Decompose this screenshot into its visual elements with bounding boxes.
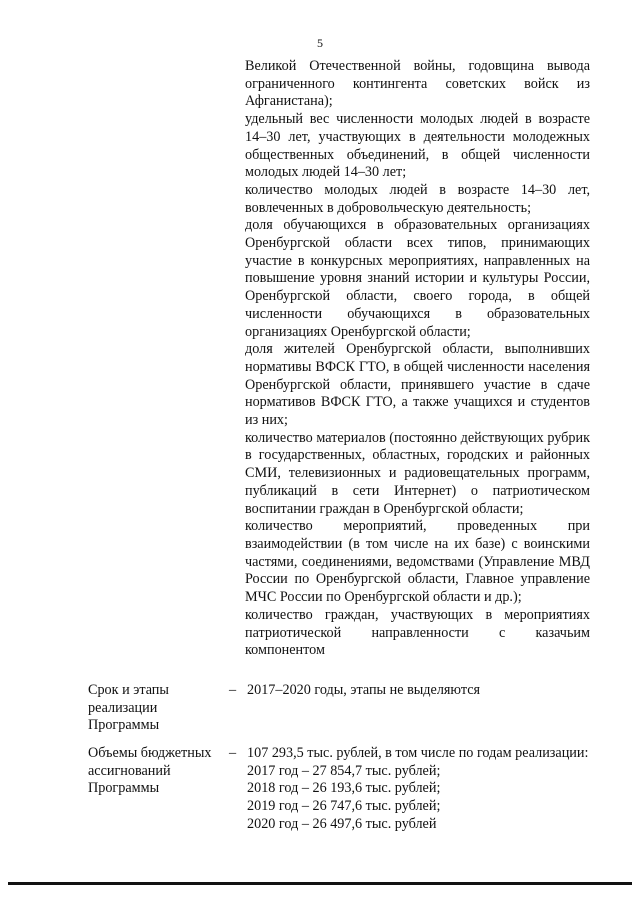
budget-label: Объемы бюджетных ассигнований Программы xyxy=(88,745,212,797)
terms-value: 2017–2020 годы, этапы не выделяются xyxy=(247,682,481,698)
indicator-item: количество граждан, участвующих в мероприятиях патриотической направленности с казачьим компонентом xyxy=(245,606,590,659)
page-number: 5 xyxy=(317,36,323,50)
indicator-item: количество материалов (постоянно действующих рубрик в государственных, областных, городских и районных СМИ, телевизионных и радиовещательных программ, публикаций в сети Интернет) о патриотическом воспитании граждан в Оренбургской области; xyxy=(245,429,590,517)
budget-year-item: 2020 год – 26 497,6 тыс. рублей xyxy=(247,815,437,832)
indicator-item: доля обучающихся в образовательных организациях Оренбургской области всех типов, принимающих участие в конкурсных мероприятиях, направленных на повышение уровня знаний истории и культуры России, Оренбургской области, своего города, в общей численности обучающихся в образовательных организациях Оренбургской области; xyxy=(245,217,590,340)
indicator-item: удельный вес численности молодых людей в возрасте 14–30 лет, участвующих в деятельности молодежных общественных объединений, в общей численности молодых людей 14–30 лет; xyxy=(245,111,590,181)
budget-year-item: 2017 год – 27 854,7 тыс. рублей; xyxy=(247,762,441,779)
indicator-item: количество мероприятий, проведенных при взаимодействии (в том числе на их базе) с воинскими частями, соединениями, ведомствами (Управление МВД России по Оренбургской области, Главное управление МЧС России по Оренбургской области и др.); xyxy=(245,518,590,606)
indicator-item: доля жителей Оренбургской области, выполнивших нормативы ВФСК ГТО, в общей численности населения Оренбургской области, принявшего участие в сдаче нормативов ВФСК ГТО, а также учащихся и студентов из них; xyxy=(245,341,590,429)
indicator-item: Великой Отечественной войны, годовщина вывода ограниченного контингента советских войск из Афганистана); xyxy=(245,58,590,110)
budget-year-item: 2019 год – 26 747,6 тыс. рублей; xyxy=(247,798,441,815)
target-indicators-list xyxy=(245,58,590,660)
terms-label: Срок и этапы реализации Программы xyxy=(88,682,169,734)
budget-year-item: 2018 год – 26 193,6 тыс. рублей; xyxy=(247,780,441,797)
bottom-rule xyxy=(8,882,632,885)
terms-dash: – xyxy=(229,682,237,698)
budget-dash: – xyxy=(229,745,237,761)
budget-total: 107 293,5 тыс. рублей, в том числе по годам реализации: xyxy=(247,745,589,761)
budget-value xyxy=(247,745,592,834)
indicator-item: количество молодых людей в возрасте 14–30 лет, вовлеченных в добровольческую деятельность; xyxy=(245,181,590,216)
